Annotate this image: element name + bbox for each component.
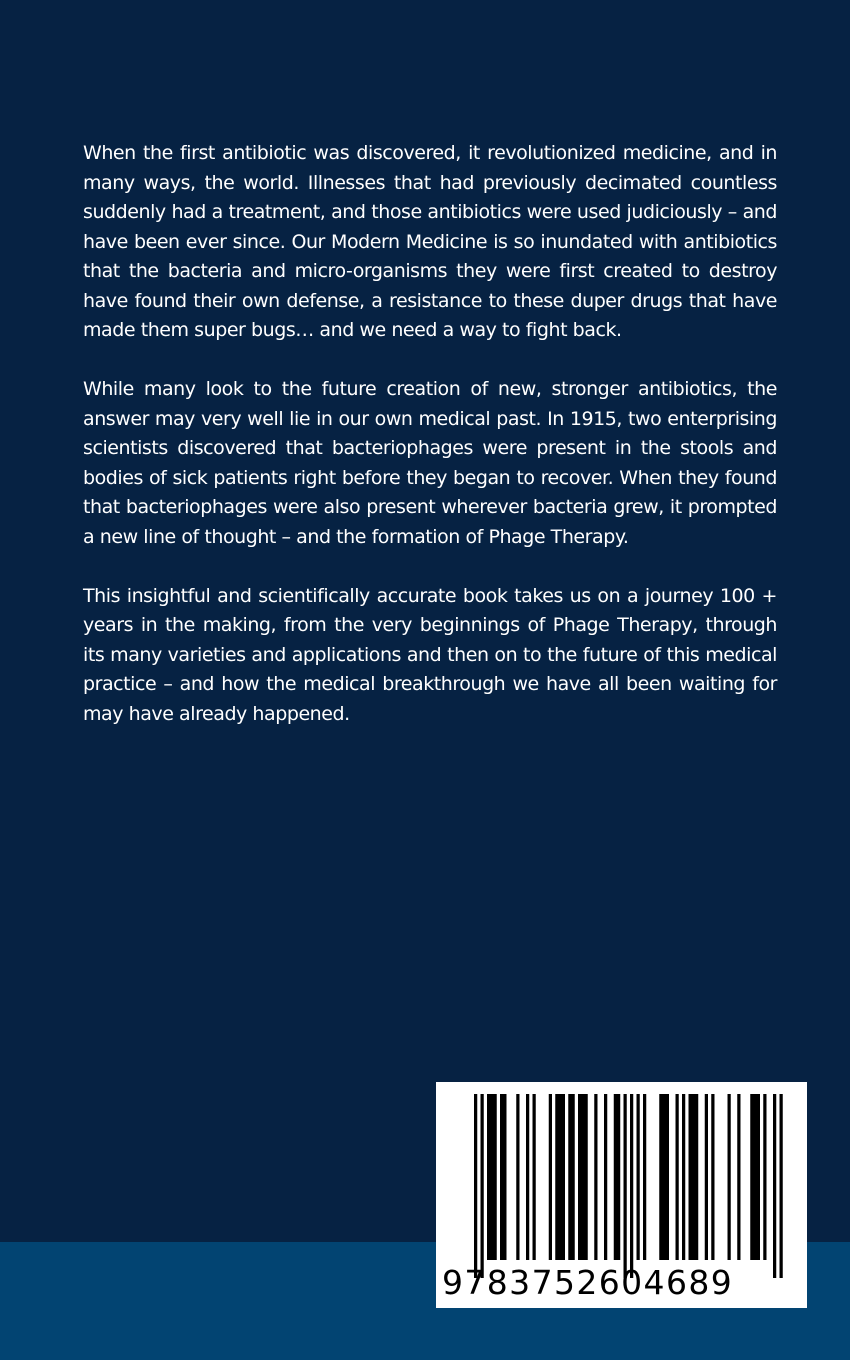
barcode-bar [578,1094,588,1260]
blurb-paragraph-3: This insightful and scientifically accurate book takes us on a journey 100 + years in the making, from the very beginnings of Phage Therapy, through its many varieties and applications and then on to the future of this medical practice – and how the medical breakthrough we have all been waiting for may have already happened. [83,584,777,725]
barcode-bar [659,1094,669,1260]
barcode-bar [555,1094,565,1260]
barcode-bar [604,1094,607,1260]
barcode-bar [711,1094,714,1260]
barcode-bar [614,1094,621,1260]
barcode-guard-bar [624,1094,627,1278]
barcode-bar [487,1094,497,1260]
isbn-number: 9783752604689 [442,1263,734,1302]
barcode-bar [516,1094,519,1260]
barcode-bar [750,1094,760,1260]
barcode-bar [689,1094,699,1260]
barcode-guard-bar [780,1094,783,1278]
barcode-guard-bar [481,1094,484,1278]
barcode-bar [637,1094,640,1260]
barcode-bar [728,1094,731,1260]
isbn-barcode [436,1082,807,1308]
barcode-bar [568,1094,575,1260]
barcode-bar [594,1094,597,1260]
barcode-guard-bar [773,1094,776,1278]
barcode-bar [737,1094,740,1260]
barcode-guard-bar [630,1094,633,1278]
barcode-bar [643,1094,646,1260]
barcode-bar [682,1094,685,1260]
barcode-bar [533,1094,536,1260]
barcode-guard-bar [474,1094,477,1278]
barcode-bar [526,1094,529,1260]
barcode-bar [676,1094,679,1260]
blurb-paragraph-2: While many look to the future creation of new, stronger antibiotics, the answer may very well lie in our own medical past. In 1915, two enterprising scientists discovered that bacteriophages were present in the stools and bodies of sick patients right before they began to recover. When they found that bacteriophages were also present wherever bacteria grew, it prompted a new line of thought – and the formation of Phage Therapy. [83,378,777,548]
barcode-bar [763,1094,766,1260]
barcode-bar [549,1094,552,1260]
blurb-paragraph-1: When the first antibiotic was discovered, it revolutionized medicine, and in many ways, the world. Illnesses that had previously decimated countless suddenly had a treatment, and those antibiotics were used judiciously – and have been ever since. Our Modern Medicine is so inundated with antibiotics that the bacteria and micro-organisms they were first created to destroy have found their own defense, a resistance to these duper drugs that have made them super bugs… and we need a way to fight back. [83,142,777,341]
blurb-text [83,139,777,759]
barcode-bar [705,1094,708,1260]
barcode-bar [500,1094,507,1260]
